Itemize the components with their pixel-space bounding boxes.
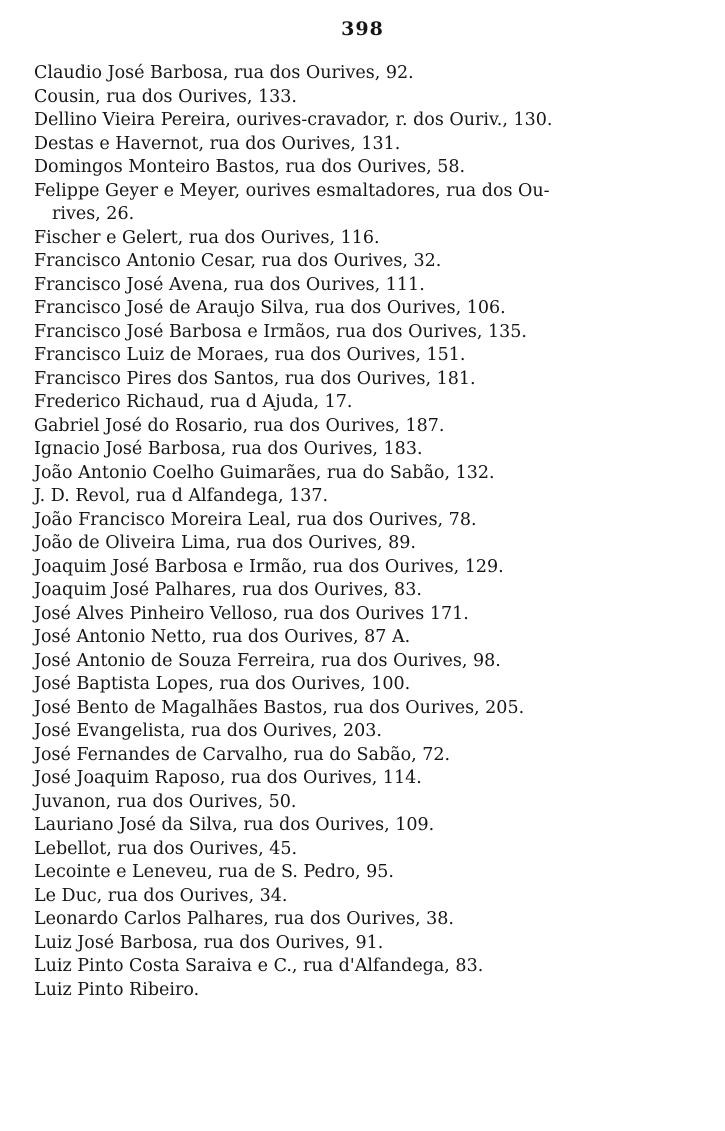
page-number: 398 — [341, 18, 384, 40]
list-item: José Antonio de Souza Ferreira, rua dos Ourives, 98. — [34, 650, 501, 671]
list-item: Fischer e Gelert, rua dos Ourives, 116. — [34, 227, 380, 248]
list-item: Dellino Vieira Pereira, ourives-cravador, r. dos Ouriv., 130. — [34, 110, 553, 130]
list-item: José Baptista Lopes, rua dos Ourives, 100. — [34, 674, 411, 694]
list-item: Cousin, rua dos Ourives, 133. — [34, 86, 297, 107]
list-item: José Joaquim Raposo, rua dos Ourives, 114. — [34, 768, 422, 788]
list-item: Luiz Pinto Costa Saraiva e C., rua d'Alfandega, 83. — [34, 956, 484, 976]
list-item: J. D. Revol, rua d Alfandega, 137. — [34, 486, 329, 506]
list-item: Francisco José Avena, rua dos Ourives, 111. — [34, 274, 425, 295]
list-item: José Antonio Netto, rua dos Ourives, 87 A. — [34, 627, 411, 647]
goldsmiths-directory-list — [34, 62, 624, 1002]
list-item: Francisco Pires dos Santos, rua dos Ourives, 181. — [34, 368, 476, 389]
list-item: Francisco José de Araujo Silva, rua dos Ourives, 106. — [34, 298, 506, 318]
list-item: Lauriano José da Silva, rua dos Ourives, 109. — [34, 815, 435, 835]
list-item: Claudio José Barbosa, rua dos Ourives, 92. — [34, 63, 414, 83]
list-item: José Evangelista, rua dos Ourives, 203. — [34, 721, 382, 741]
list-item: João Antonio Coelho Guimarães, rua do Sabão, 132. — [34, 462, 495, 483]
list-item: Joaquim José Palhares, rua dos Ourives, 83. — [34, 580, 422, 600]
list-item: Le Duc, rua dos Ourives, 34. — [34, 885, 288, 906]
list-item: Francisco Antonio Cesar, rua dos Ourives, 32. — [34, 251, 442, 271]
list-item: Luiz José Barbosa, rua dos Ourives, 91. — [34, 932, 384, 953]
list-item: Lecointe e Leneveu, rua de S. Pedro, 95. — [34, 862, 394, 882]
list-item: Luiz Pinto Ribeiro. — [34, 979, 200, 1000]
list-item: Destas e Havernot, rua dos Ourives, 131. — [34, 133, 401, 154]
list-item: José Alves Pinheiro Velloso, rua dos Ourives 171. — [34, 603, 469, 624]
list-item: João de Oliveira Lima, rua dos Ourives, 89. — [34, 533, 416, 553]
list-item: Joaquim José Barbosa e Irmão, rua dos Ourives, 129. — [34, 556, 504, 577]
list-item: Gabriel José do Rosario, rua dos Ourives, 187. — [34, 415, 445, 436]
list-item: Frederico Richaud, rua d Ajuda, 17. — [34, 392, 353, 412]
list-item: Francisco Luiz de Moraes, rua dos Ourives, 151. — [34, 345, 466, 365]
list-item-continuation: rives, 26. — [52, 204, 135, 224]
list-item: Ignacio José Barbosa, rua dos Ourives, 183. — [34, 439, 423, 459]
list-item: José Bento de Magalhães Bastos, rua dos Ourives, 205. — [34, 697, 525, 718]
list-item: Juvanon, rua dos Ourives, 50. — [34, 791, 297, 812]
list-item: José Fernandes de Carvalho, rua do Sabão, 72. — [34, 744, 451, 765]
list-item: Francisco José Barbosa e Irmãos, rua dos Ourives, 135. — [34, 321, 527, 342]
list-item: João Francisco Moreira Leal, rua dos Ourives, 78. — [34, 509, 477, 530]
list-item: Leonardo Carlos Palhares, rua dos Ourives, 38. — [34, 909, 454, 929]
list-item: Lebellot, rua dos Ourives, 45. — [34, 838, 298, 859]
list-item: Domingos Monteiro Bastos, rua dos Ourives, 58. — [34, 157, 466, 177]
list-item: Felippe Geyer e Meyer, ourives esmaltadores, rua dos Ou- — [34, 180, 550, 201]
